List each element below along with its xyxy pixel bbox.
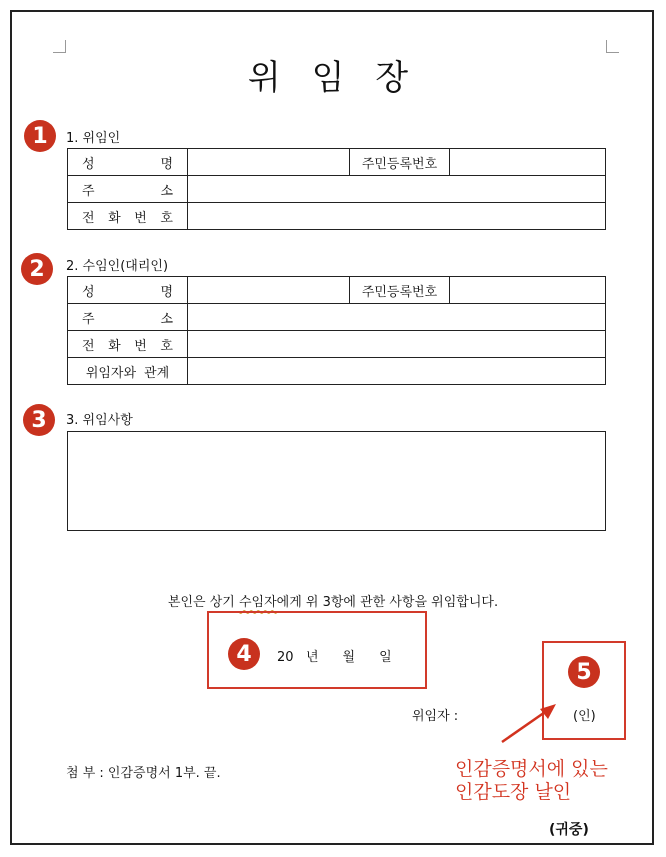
agent-phone-field[interactable] xyxy=(188,331,606,358)
table-row xyxy=(68,203,606,230)
date-day-unit[interactable]: 일 xyxy=(379,650,392,665)
recipient-label: (귀중) xyxy=(549,822,589,838)
table-row xyxy=(68,358,606,385)
badge-4: 4 xyxy=(228,638,260,670)
badge-1: 1 xyxy=(24,120,56,152)
badge-2: 2 xyxy=(21,253,53,285)
badge-3: 3 xyxy=(23,404,55,436)
agent-relation-label: 위임자와 관계 xyxy=(68,358,188,385)
grantor-name-label: 성 명 xyxy=(68,149,188,176)
agent-address-field[interactable] xyxy=(188,304,606,331)
document-title: 위 임 장 xyxy=(247,58,419,98)
table-row xyxy=(68,149,606,176)
grantor-id-label: 주민등록번호 xyxy=(350,149,450,176)
delegation-statement: 본인은 상기 수임자에게 위 3항에 관한 사항을 위임합니다. xyxy=(167,595,499,610)
attachment-note: 첨 부 : 인감증명서 1부. 끝. xyxy=(66,766,221,781)
section-agent-heading: 2. 수임인(대리인) xyxy=(66,259,169,274)
grantor-address-field[interactable] xyxy=(188,176,606,203)
agent-id-label: 주민등록번호 xyxy=(350,277,450,304)
grantor-address-label: 주 소 xyxy=(68,176,188,203)
date-year[interactable]: 20 년 xyxy=(277,650,319,665)
table-row xyxy=(68,304,606,331)
agent-table xyxy=(67,276,606,385)
agent-name-field[interactable] xyxy=(188,277,350,304)
table-row xyxy=(68,331,606,358)
agent-id-field[interactable] xyxy=(450,277,606,304)
table-row xyxy=(68,176,606,203)
seal-annotation: 인감증명서에 있는 인감도장 날인 xyxy=(455,758,608,803)
date-line xyxy=(277,646,392,665)
section-grantor-heading: 1. 위임인 xyxy=(66,131,121,146)
agent-address-label: 주 소 xyxy=(68,304,188,331)
grantor-phone-field[interactable] xyxy=(188,203,606,230)
section-mandate-heading: 3. 위임사항 xyxy=(66,413,133,428)
statement-agent-word: 수임자 xyxy=(238,595,277,610)
grantor-phone-label: 전 화 번 호 xyxy=(68,203,188,230)
agent-name-label: 성 명 xyxy=(68,277,188,304)
table-row xyxy=(68,277,606,304)
grantor-table xyxy=(67,148,606,230)
agent-phone-label: 전 화 번 호 xyxy=(68,331,188,358)
badge-5: 5 xyxy=(568,656,600,688)
agent-relation-field[interactable] xyxy=(188,358,606,385)
mandate-details-box[interactable] xyxy=(67,431,606,531)
grantor-id-field[interactable] xyxy=(450,149,606,176)
annotation-arrow-icon xyxy=(490,700,570,750)
grantor-signature-label: 위임자 : xyxy=(412,709,459,724)
grantor-name-field[interactable] xyxy=(188,149,350,176)
seal-mark[interactable]: (인) xyxy=(573,709,596,724)
date-month-unit[interactable]: 월 xyxy=(342,650,356,665)
